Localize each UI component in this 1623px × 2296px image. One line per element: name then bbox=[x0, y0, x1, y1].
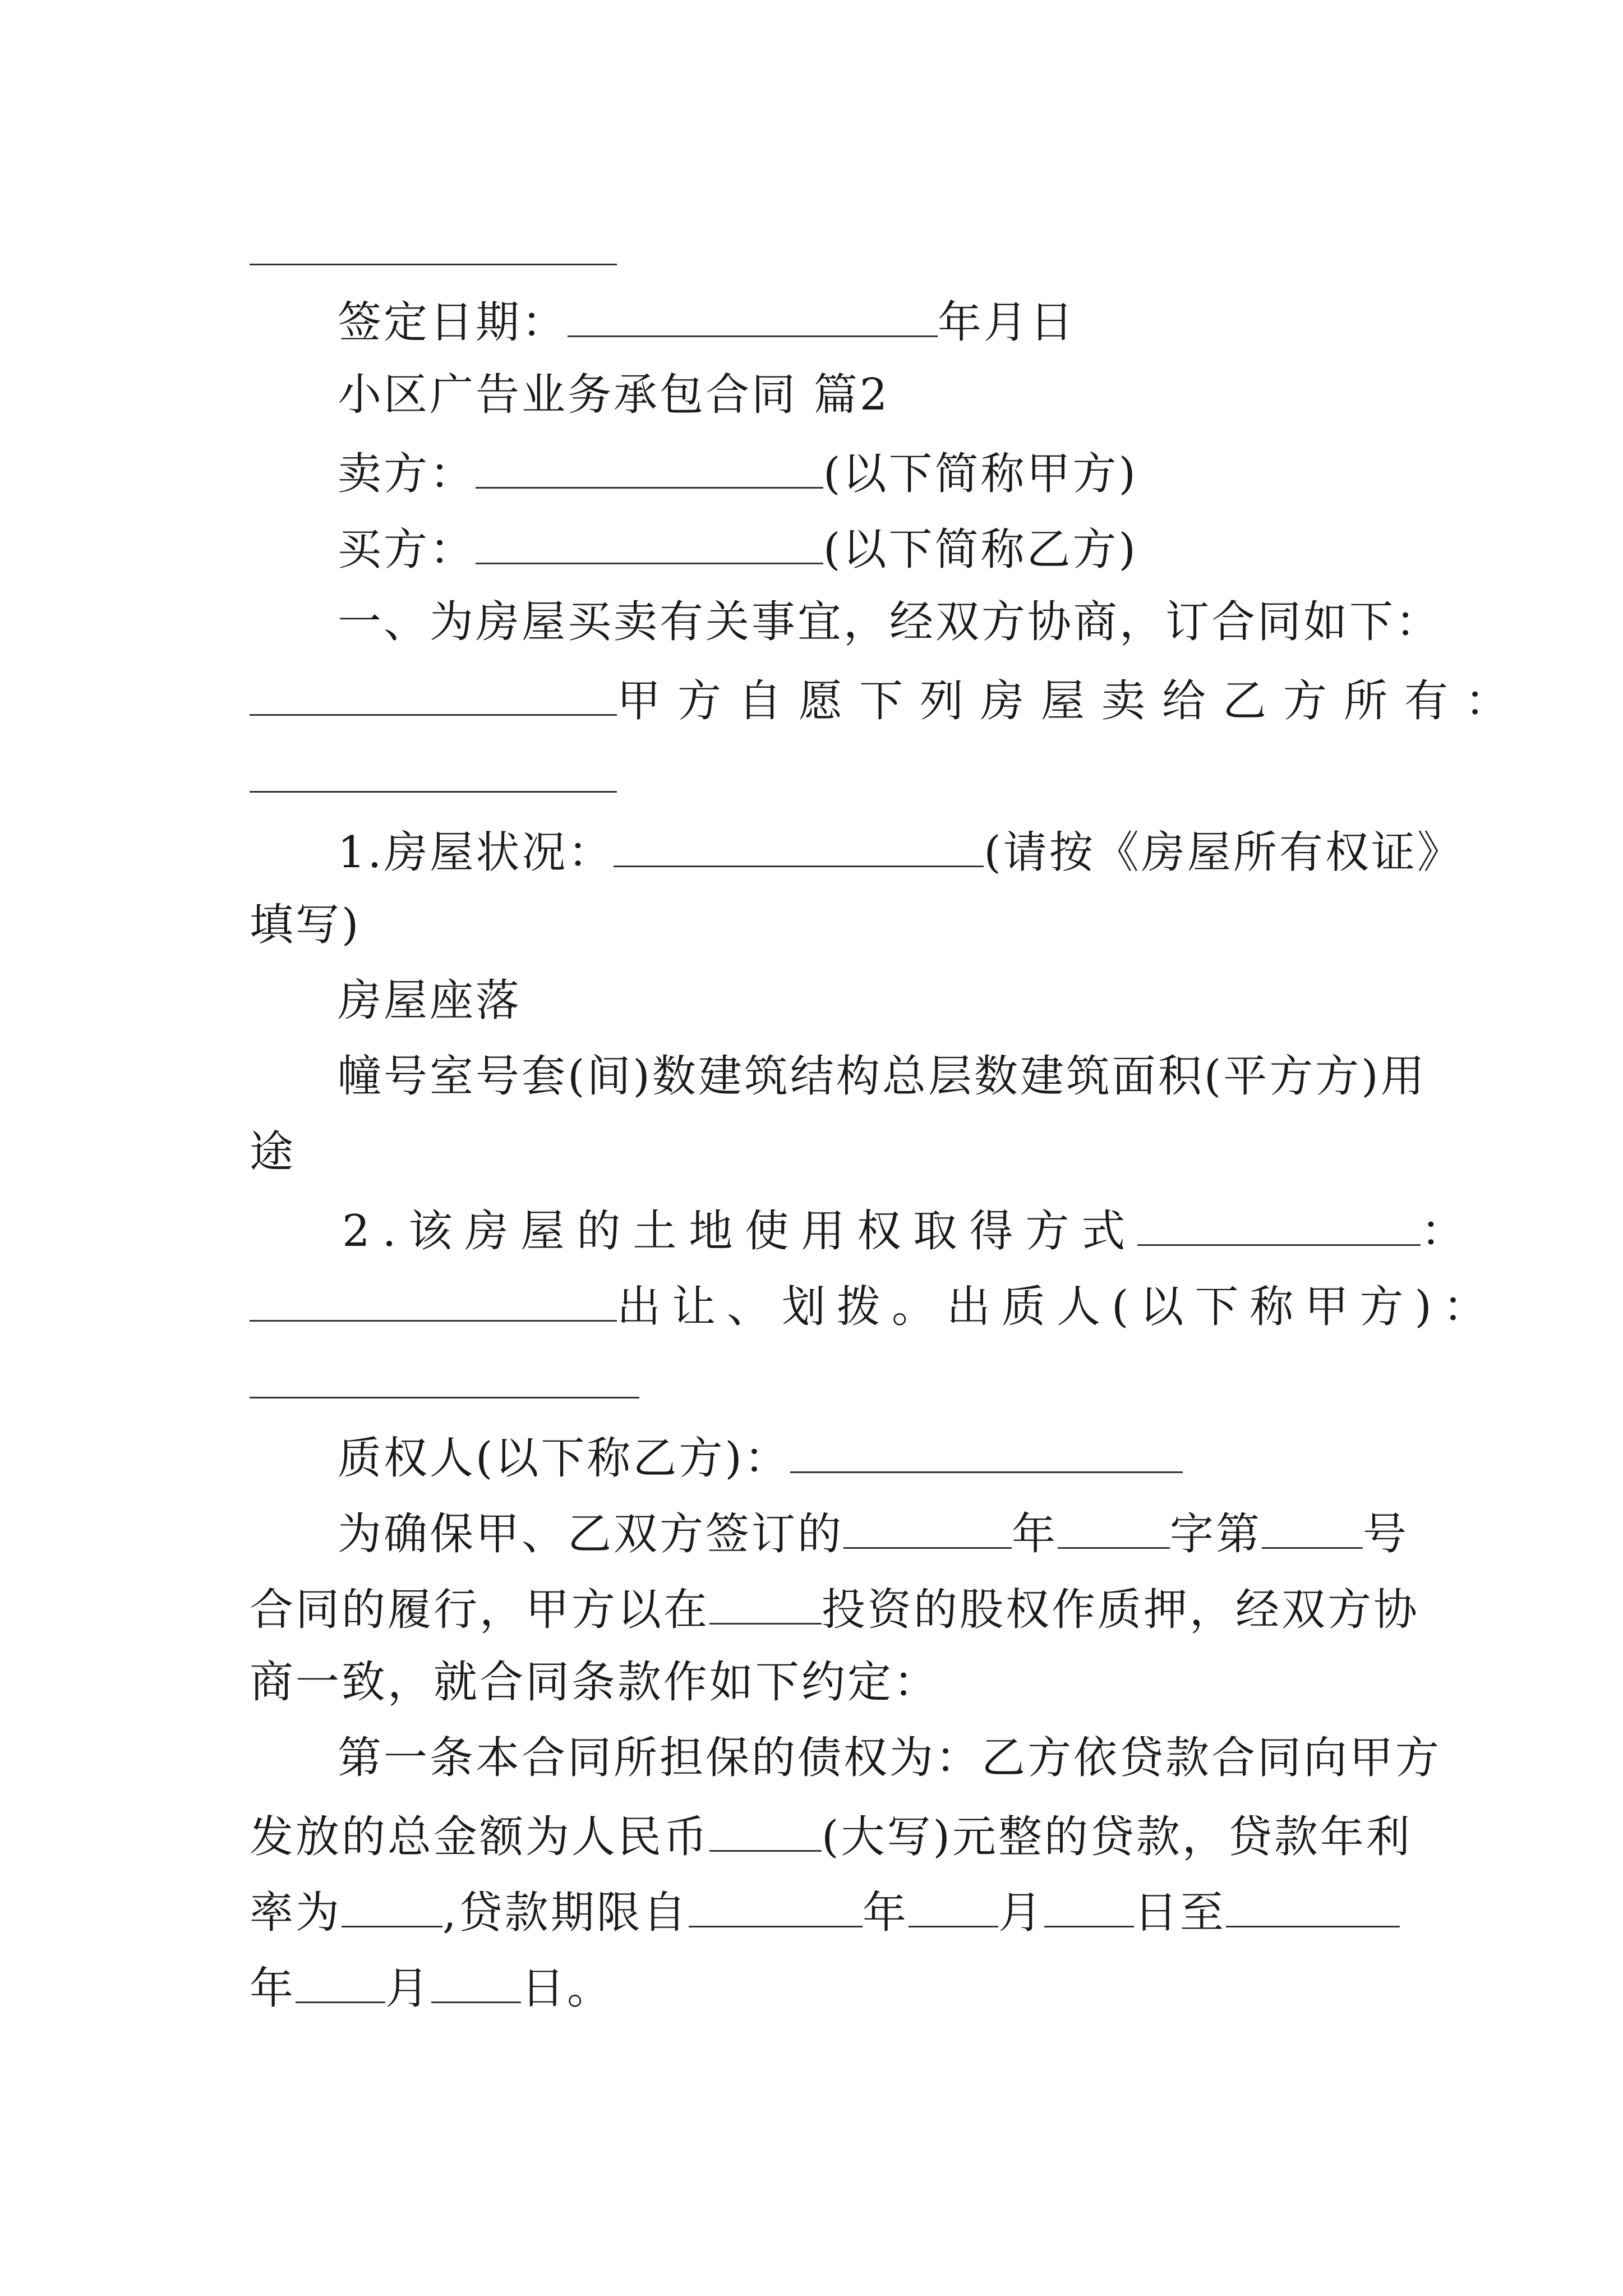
ensure-line bbox=[338, 1509, 1470, 1559]
loan-amount-suffix: (大写)元整的贷款，贷款年利 bbox=[822, 1812, 1412, 1862]
house-status-line bbox=[338, 827, 1470, 878]
start-year-char: 年 bbox=[862, 1888, 909, 1938]
rate-blank[interactable] bbox=[342, 1888, 442, 1927]
equity-pledge-text: 投资的股权作质押，经双方协 bbox=[822, 1585, 1420, 1635]
land-use-line bbox=[342, 1206, 1475, 1257]
term-label: ,贷款期限自 bbox=[442, 1888, 689, 1938]
start-day-char: 日至 bbox=[1133, 1888, 1226, 1938]
seller-line bbox=[338, 449, 1470, 499]
house-status-label: 1.房屋状况： bbox=[338, 827, 614, 878]
transfer-line bbox=[250, 1282, 1498, 1332]
transfer-text: 出让、划拨。出质人(以下称甲方)： bbox=[617, 1282, 1498, 1332]
seller-willing-line bbox=[250, 676, 1526, 726]
seller-blank[interactable] bbox=[476, 449, 823, 489]
house-attributes-cont: 途 bbox=[250, 1127, 296, 1177]
start-month-blank[interactable] bbox=[909, 1888, 998, 1927]
pledgee-blank[interactable] bbox=[790, 1433, 1183, 1473]
seller-label: 卖方： bbox=[338, 449, 476, 499]
house-attributes-line: 幢号室号套(间)数建筑结构总层数建筑面积(平方方)用 bbox=[338, 1051, 1427, 1102]
house-status-cont: 填写) bbox=[250, 900, 361, 950]
buyer-label: 买方： bbox=[338, 524, 476, 575]
start-month-char: 月 bbox=[998, 1888, 1044, 1938]
rate-label: 率为 bbox=[250, 1888, 342, 1938]
end-day-blank[interactable] bbox=[431, 1963, 521, 2003]
loan-term-line bbox=[250, 1888, 1382, 1938]
house-status-note: (请按《房屋所有权证》 bbox=[984, 827, 1463, 878]
contract-year-blank[interactable] bbox=[843, 1509, 1012, 1549]
year-char: 年 bbox=[1012, 1509, 1058, 1559]
end-year-blank[interactable] bbox=[1226, 1888, 1400, 1927]
buyer-blank[interactable] bbox=[476, 524, 823, 564]
start-year-blank[interactable] bbox=[689, 1888, 863, 1927]
start-day-blank[interactable] bbox=[1044, 1888, 1134, 1927]
agreement-line: 商一致，就合同条款作如下约定： bbox=[250, 1657, 940, 1708]
land-use-label: 2.该房屋的土地使用权取得方式 bbox=[342, 1206, 1138, 1257]
number-char: 号 bbox=[1363, 1509, 1409, 1559]
sign-date-suffix: 年月日 bbox=[938, 297, 1076, 348]
seller-note: (以下简称甲方) bbox=[823, 449, 1138, 499]
loan-end-line bbox=[250, 1963, 1382, 2014]
contract-word-blank[interactable] bbox=[1058, 1509, 1170, 1549]
ensure-text: 为确保甲、乙双方签订的 bbox=[338, 1509, 844, 1559]
land-use-blank[interactable] bbox=[1137, 1206, 1421, 1246]
end-day-char: 日。 bbox=[521, 1963, 614, 2014]
top-signature-line bbox=[250, 264, 617, 265]
buyer-line bbox=[338, 524, 1470, 575]
clause-one-intro: 一、为房屋买卖有关事宜，经双方协商，订合同如下： bbox=[338, 597, 1442, 647]
pledgee-line bbox=[338, 1433, 1470, 1484]
contract-number-blank[interactable] bbox=[1262, 1509, 1363, 1549]
seller-willing-text: 甲方自愿下列房屋卖给乙方所有： bbox=[617, 676, 1526, 726]
property-detail-rule bbox=[250, 791, 617, 793]
buyer-note: (以下简称乙方) bbox=[823, 524, 1138, 575]
end-month-blank[interactable] bbox=[296, 1963, 385, 2003]
property-blank[interactable] bbox=[250, 676, 617, 716]
sign-date-label: 签定日期： bbox=[338, 297, 568, 348]
pledgor-rule bbox=[250, 1397, 639, 1398]
land-use-colon: ： bbox=[1421, 1206, 1467, 1257]
loan-amount-line bbox=[250, 1812, 1412, 1862]
sign-date-blank[interactable] bbox=[568, 297, 938, 337]
loan-amount-blank[interactable] bbox=[709, 1812, 822, 1852]
loan-amount-text: 发放的总金额为人民币 bbox=[250, 1812, 710, 1862]
pledgee-label: 质权人(以下称乙方)： bbox=[338, 1433, 790, 1484]
transfer-blank[interactable] bbox=[250, 1282, 617, 1322]
word-no-char: 字第 bbox=[1170, 1509, 1262, 1559]
house-status-blank[interactable] bbox=[614, 827, 984, 867]
sign-date-line bbox=[338, 297, 1470, 348]
end-month-char: 月 bbox=[385, 1963, 432, 2014]
house-location-label: 房屋座落 bbox=[338, 976, 522, 1026]
invest-target-blank[interactable] bbox=[709, 1585, 822, 1625]
section-title: 小区广告业务承包合同 篇2 bbox=[338, 370, 890, 420]
end-year-char: 年 bbox=[250, 1963, 296, 2014]
performance-line bbox=[250, 1585, 1420, 1635]
performance-text: 合同的履行，甲方以在 bbox=[250, 1585, 710, 1635]
article-one-line: 第一条本合同所担保的债权为：乙方依贷款合同向甲方 bbox=[338, 1733, 1442, 1783]
